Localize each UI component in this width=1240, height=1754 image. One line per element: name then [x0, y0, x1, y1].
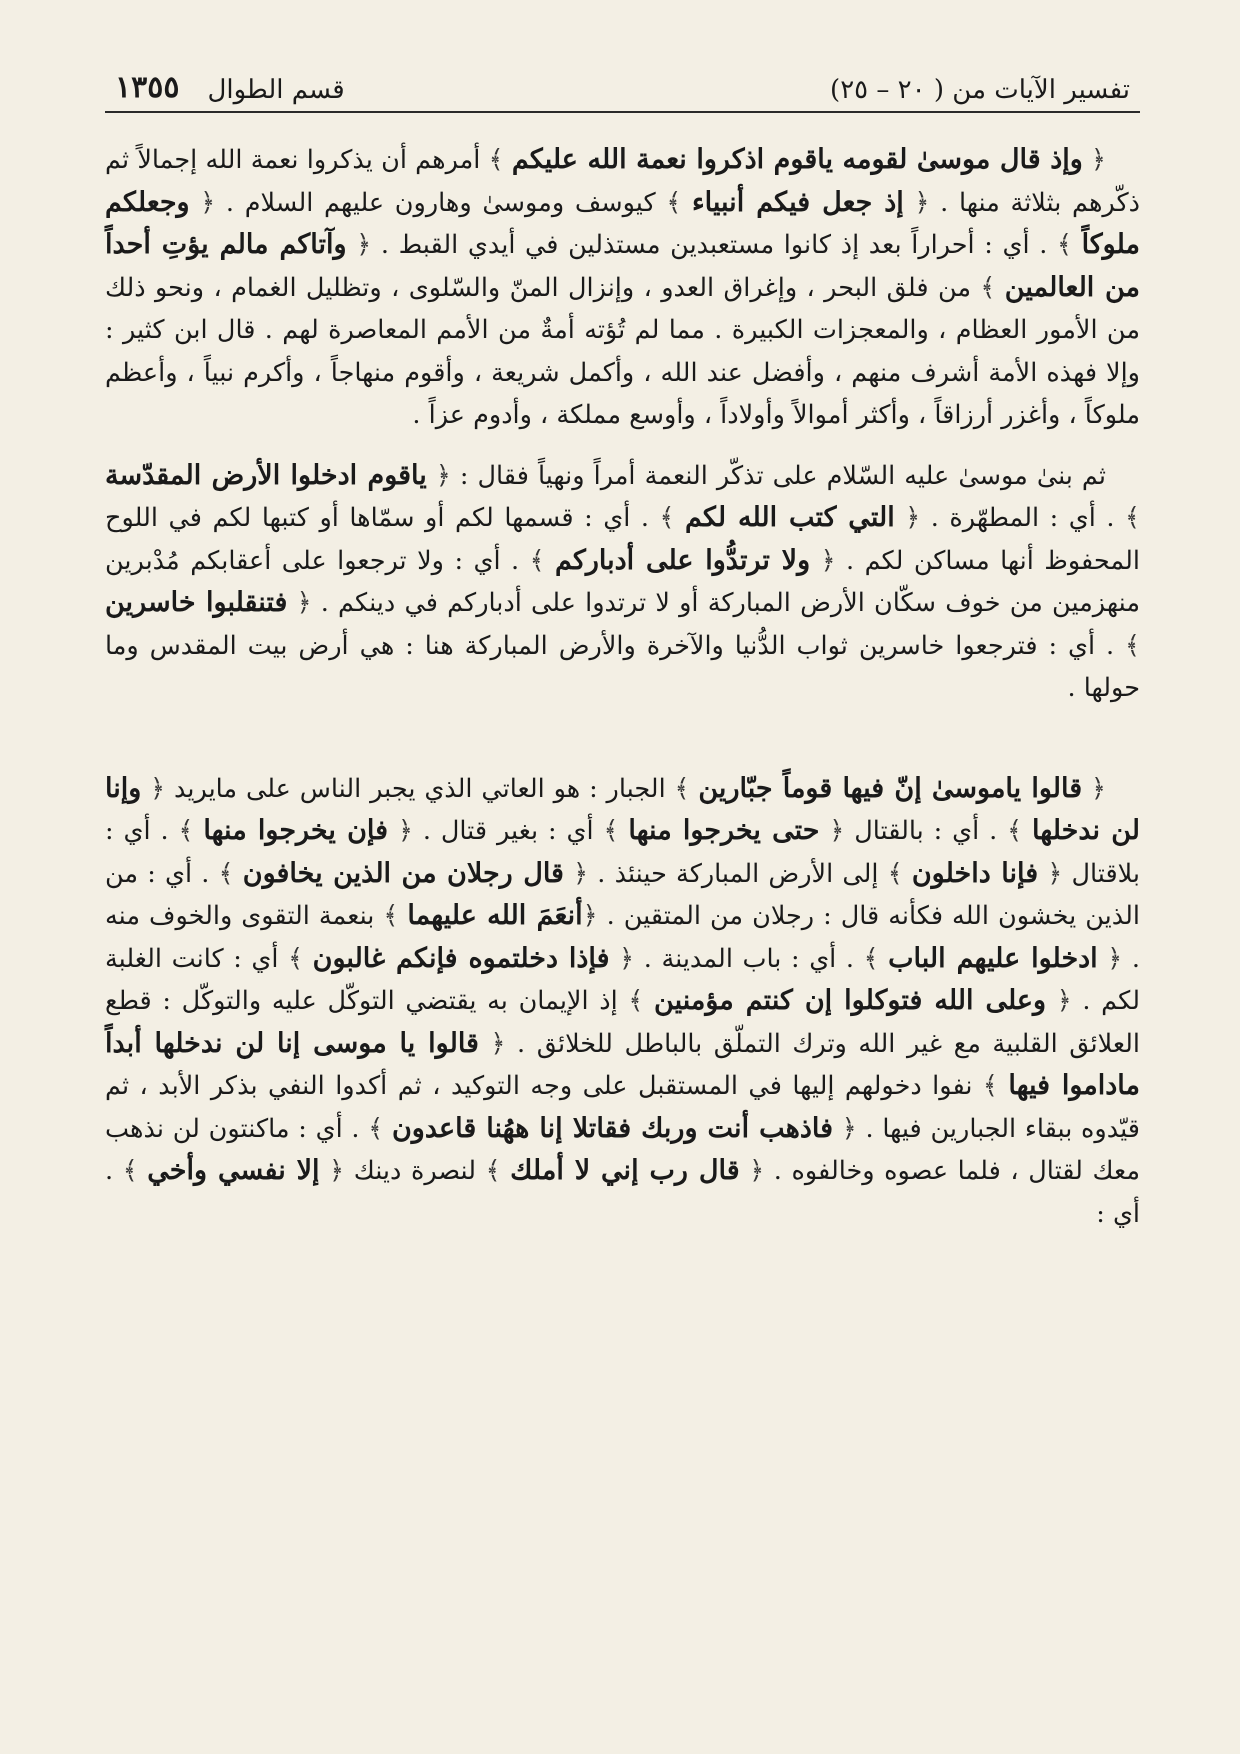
commentary-text: نفوا دخولهم إليها في المستقبل على وجه التوكيد ، ثم أكدوا النفي بذكر الأبد ، ثم قيّدوه ببقاء الجبارين فيها .	[105, 1071, 1141, 1144]
quran-verse: إلا نفسي وأخي	[147, 1155, 320, 1186]
quran-verse: فتنقلبوا خاسرين	[105, 587, 288, 618]
ornate-bracket: ﴿	[426, 460, 451, 491]
body-text	[105, 139, 1140, 1235]
ornate-bracket: ﴿	[346, 230, 372, 260]
commentary-text: . أي : باب المدينة .	[634, 943, 854, 974]
ornate-bracket: ﴾	[209, 858, 243, 889]
commentary-text: ثم بنىٰ موسىٰ عليه السّلام على تذكّر النعمة أمراً ونهياً فقال :	[450, 460, 1106, 491]
ornate-bracket: ﴾	[519, 545, 556, 576]
commentary-text: . أي : المطهّرة .	[920, 503, 1115, 533]
header-left-group	[115, 70, 345, 105]
section-name: قسم الطوال	[207, 75, 345, 105]
commentary-text: أمرهم أن يذكروا نعمة الله إجمالاً ثم ذكّرهم بثلاثة منها .	[105, 145, 1140, 218]
ornate-bracket: ﴿	[1082, 773, 1106, 804]
ornate-bracket: ﴾	[617, 986, 655, 1016]
paragraph-1	[105, 139, 1140, 437]
ornate-bracket: ﴿	[810, 545, 836, 576]
ornate-bracket: ﴿	[319, 1156, 345, 1186]
commentary-text: . أي : بلاقتال	[105, 816, 1140, 889]
ornate-bracket: ﴾	[648, 503, 686, 533]
quran-verse: قالوا ياموسىٰ إنّ فيها قوماً جبّارين	[698, 772, 1083, 804]
commentary-text: أي : كانت الغلبة لكم .	[105, 943, 1141, 1016]
quran-verse: أنعَمَ الله عليهما	[407, 900, 583, 931]
commentary-text: إذ الإيمان به يقتضي التوكّل عليه والتوكّل : قطع العلائق القلبية مع غير الله وترك التملّق بالباطل للخلائق .	[105, 986, 1140, 1059]
quran-verse: وجعلكم ملوكاً	[105, 186, 1141, 260]
ornate-bracket: ﴿	[903, 187, 930, 218]
quran-verse: قالوا يا موسى إنا لن ندخلها أبداً ماداموا فيها	[105, 1027, 1140, 1101]
ornate-bracket: ﴾	[878, 858, 912, 889]
ornate-bracket: ﴿	[1038, 858, 1063, 889]
quran-verse: إذ جعل فيكم أنبياء	[691, 186, 904, 218]
ornate-bracket: ﴾	[1114, 630, 1140, 661]
commentary-text: بنعمة التقوى والخوف منه .	[105, 901, 1140, 974]
quran-verse: فإن يخرجوا منها	[203, 815, 389, 846]
ornate-bracket: ﴾	[665, 773, 699, 804]
quran-verse: ولا ترتدُّوا على أدباركم	[555, 544, 811, 576]
quran-verse: وإنا لن ندخلها	[105, 772, 1140, 846]
commentary-text: الجبار : هو العاتي الذي يجبر الناس على مايريد	[165, 773, 666, 804]
ornate-bracket: ﴾	[1114, 503, 1140, 533]
ornate-bracket: ﴾	[278, 943, 313, 974]
ornate-bracket: ﴿	[582, 901, 598, 931]
ornate-bracket: ﴿	[739, 1156, 765, 1186]
commentary-text: لنصرة دينك	[344, 1156, 476, 1186]
commentary-text: . أي : أحراراً بعد إذ كانوا مستعبدين مستذلين في أيدي القبط .	[371, 230, 1048, 260]
quran-verse: قال رجلان من الذين يخافون	[242, 857, 564, 889]
quran-verse: وعلى الله فتوكلوا إن كنتم مؤمنين	[654, 985, 1047, 1016]
quran-verse: ادخلوا عليهم الباب	[888, 942, 1098, 974]
ornate-bracket: ﴿	[141, 773, 166, 804]
ornate-bracket: ﴿	[1046, 986, 1072, 1016]
ornate-bracket: ﴾	[971, 272, 1005, 303]
page-header	[105, 70, 1140, 113]
paragraph-2	[105, 455, 1140, 710]
ornate-bracket: ﴿	[609, 943, 635, 974]
commentary-text: . أي :	[105, 1156, 1140, 1229]
paragraph-3	[105, 768, 1140, 1236]
ornate-bracket: ﴿	[833, 1113, 857, 1144]
commentary-text: . أي : قسمها لكم أو سمّاها أو كتبها لكم في اللوح المحفوظ أنها مساكن لكم .	[105, 503, 1140, 576]
ornate-bracket: ﴾	[359, 1113, 392, 1144]
quran-verse: فإنا داخلون	[911, 857, 1039, 889]
commentary-text: من فلق البحر ، وإغراق العدو ، وإنزال المنّ والسّلوى ، وتظليل الغمام ، ونحو ذلك من الأمور العظام ، والمعجزات الكبيرة . مما لم تُؤته أمةٌ من الأمم المعاصرة لهم . قال ابن كثير : وإلا فهذه الأمة أشرف منهم ، وأفضل عند الله ، وأكمل شريعة ، وأقوم منهاجاً ، وأكرم نبياً ، وأعظم ملوكاً ، وأغزر أرزاقاً ، وأكثر أموالاً وأولاداً ، وأوسع مملكة ، وأدوم عزاً .	[105, 272, 1140, 430]
ornate-bracket: ﴾	[113, 1156, 148, 1186]
commentary-text: . أي : ماكنتون لن نذهب معك لقتال ، فلما عصوه وخالفوه .	[105, 1113, 1140, 1186]
quran-verse: قال رب إني لا أملك	[510, 1155, 740, 1186]
page-number: ١٣٥٥	[115, 70, 180, 105]
ornate-bracket: ﴿	[894, 503, 921, 533]
ornate-bracket: ﴾	[853, 943, 889, 974]
ornate-bracket: ﴾	[1047, 230, 1082, 260]
commentary-text: . أي : من الذين يخشون الله فكأنه قال : رجلان من المتقين .	[105, 858, 1140, 931]
quran-verse: فإذا دخلتموه فإنكم غالبون	[312, 942, 610, 974]
running-title: تفسير الآيات من ( ٢٠ – ٢٥)	[830, 75, 1130, 105]
commentary-text: كيوسف وموسىٰ وهارون عليهم السلام .	[215, 187, 656, 218]
ornate-bracket: ﴿	[189, 187, 216, 218]
ornate-bracket: ﴾	[997, 816, 1033, 846]
ornate-bracket: ﴾	[480, 145, 512, 175]
commentary-text: أي : بغير قتال .	[412, 816, 594, 846]
ornate-bracket: ﴿	[563, 858, 589, 889]
quran-verse: فاذهب أنت وربك فقاتلا إنا ههُنا قاعدون	[391, 1112, 834, 1144]
quran-verse: وآتاكم مالم يؤتِ أحداً من العالمين	[105, 229, 1141, 303]
ornate-bracket: ﴿	[388, 816, 413, 846]
ornate-bracket: ﴾	[168, 816, 204, 846]
ornate-bracket: ﴿	[287, 588, 312, 618]
ornate-bracket: ﴾	[972, 1071, 1009, 1101]
ornate-bracket: ﴿	[1097, 943, 1123, 974]
ornate-bracket: ﴾	[655, 187, 692, 218]
quran-verse: ياقوم ادخلوا الأرض المقدّسة	[105, 459, 427, 491]
ornate-bracket: ﴿	[1082, 145, 1106, 175]
quran-verse: التي كتب الله لكم	[685, 502, 895, 533]
ornate-bracket: ﴾	[374, 901, 408, 931]
quran-verse: حتى يخرجوا منها	[628, 815, 820, 846]
commentary-text: . أي : ولا ترجعوا على أعقابكم مُدْبرين منهزمين من خوف سكّان الأرض المباركة أو لا ترتدوا على أدباركم في دينكم .	[105, 545, 1140, 618]
commentary-text: . أي : بالقتال	[844, 816, 998, 846]
ornate-bracket: ﴿	[478, 1028, 506, 1059]
ornate-bracket: ﴾	[593, 816, 629, 846]
quran-verse: وإذ قال موسىٰ لقومه ياقوم اذكروا نعمة الله عليكم	[511, 144, 1083, 175]
commentary-text: إلى الأرض المباركة حينئذ .	[588, 858, 879, 889]
ornate-bracket: ﴾	[475, 1156, 511, 1186]
ornate-bracket: ﴿	[819, 816, 845, 846]
commentary-text: . أي : فترجعوا خاسرين ثواب الدُّنيا والآخرة والأرض المباركة هنا : هي أرض بيت المقدس وما حولها .	[105, 630, 1140, 703]
